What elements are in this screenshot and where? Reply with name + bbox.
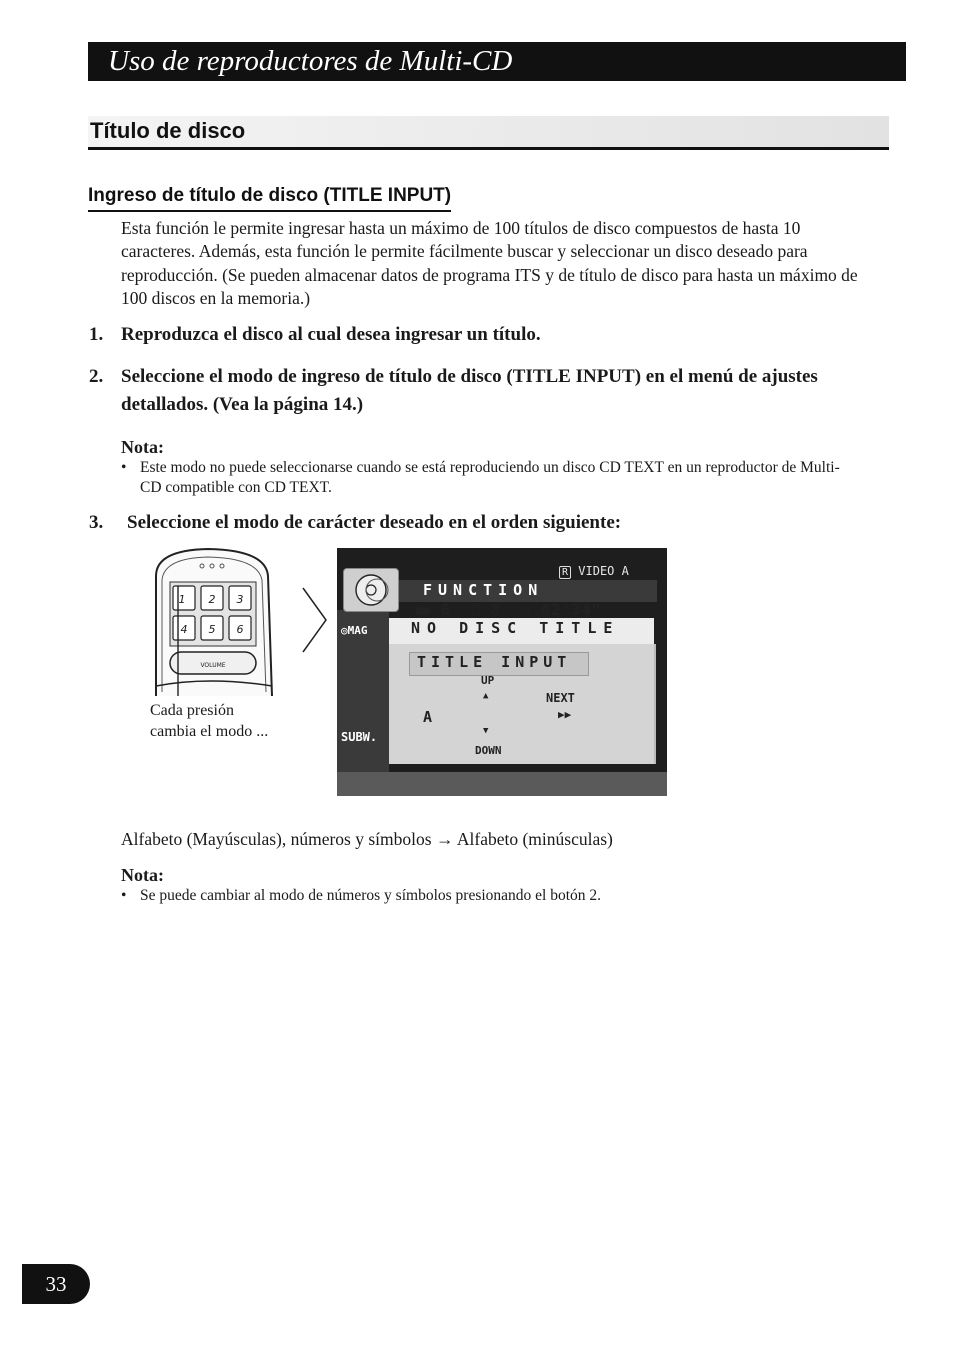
mag-icon: ◎	[341, 624, 348, 637]
sequence-right: Alfabeto (minúsculas)	[456, 829, 613, 849]
volume-label: VOLUME	[200, 662, 226, 669]
mode-title: TITLE INPUT	[417, 653, 572, 671]
caption-line-1: Cada presión	[150, 702, 234, 719]
note-bullet	[121, 886, 851, 906]
remote-drawing	[148, 546, 278, 696]
pointer-arrow-icon	[300, 585, 330, 655]
track-number: 8	[491, 601, 502, 619]
status-line	[415, 601, 601, 619]
time-display: 02'34"	[541, 601, 602, 619]
remote-key-4: 4	[180, 623, 188, 636]
step-3	[89, 509, 879, 537]
note-text: Se puede cambiar al modo de números y símbolos presionando el botón 2.	[140, 887, 602, 904]
mag-label: ◎MAG	[341, 624, 368, 637]
step-number: 1.	[89, 324, 104, 345]
step-number: 2.	[89, 366, 104, 387]
intro-paragraph: Esta función le permite ingresar hasta un máximo de 100 títulos de disco compuestos de hasta 10 caracteres. Además, esta función le permite fácilmente buscar y seleccionar un disco deseado para reproducción. (Se pueden almacenar datos de programa ITS y de título de disco para hasta un máximo de 100 discos en la memoria.)	[121, 218, 858, 309]
step-1	[89, 321, 879, 349]
caption-line-2: cambia el modo ...	[150, 723, 269, 740]
remote-key-5: 5	[208, 623, 216, 636]
music-note-icon: ♫	[471, 601, 482, 619]
note-text: Este modo no puede seleccionarse cuando se está reproduciendo un disco CD TEXT en un reproductor de Multi-CD compatible con CD TEXT.	[140, 459, 840, 496]
source-label: VIDEO A	[578, 564, 629, 578]
note-label: Nota:	[121, 437, 164, 457]
chapter-banner: Uso de reproductores de Multi-CD	[88, 42, 906, 81]
disc-number: 6	[441, 601, 452, 619]
remote-key-2: 2	[208, 593, 216, 606]
display-screen	[337, 548, 667, 796]
step-text: Seleccione el modo de ingreso de título de disco (TITLE INPUT) en el menú de ajustes detallados. (Vea la página 14.)	[121, 366, 818, 415]
note-bullet	[121, 458, 851, 498]
up-arrow-icon: ▲	[483, 691, 489, 701]
sequence-left: Alfabeto (Mayúsculas), números y símbolos	[121, 829, 432, 849]
bullet-dot: •	[121, 459, 127, 476]
current-char: A	[423, 708, 433, 726]
remote-key-1: 1	[178, 593, 186, 606]
step-text: Seleccione el modo de carácter deseado en el orden siguiente:	[127, 512, 622, 533]
character-mode-sequence	[121, 827, 613, 851]
down-label: DOWN	[475, 744, 502, 757]
function-label: FUNCTION	[423, 581, 544, 599]
step-text: Reproduzca el disco al cual desea ingresar un título.	[121, 324, 541, 345]
sequence-arrow-icon: →	[435, 829, 454, 849]
clock-icon: ◷	[521, 601, 532, 619]
remote-caption	[150, 700, 268, 742]
cd-icon	[343, 568, 399, 612]
page-number: 33	[22, 1264, 90, 1304]
step-number: 3.	[89, 512, 104, 533]
bullet-dot: •	[121, 887, 127, 904]
remote-key-3: 3	[236, 593, 244, 606]
disc-icon	[415, 607, 431, 615]
subsection-title: Ingreso de título de disco (TITLE INPUT)	[88, 183, 451, 212]
remote-key-6: 6	[236, 623, 244, 636]
next-arrow-icon: ▶▶	[558, 708, 572, 721]
remote-illustration	[148, 546, 278, 696]
down-arrow-icon: ▼	[483, 726, 489, 736]
section-title: Título de disco	[90, 118, 246, 143]
subwoofer-label: SUBW.	[341, 730, 378, 744]
note-label: Nota:	[121, 865, 164, 885]
source-badge: R	[559, 566, 571, 579]
next-label: NEXT	[546, 691, 575, 705]
disc-title: NO DISC TITLE	[411, 619, 620, 637]
step-2	[89, 363, 879, 419]
up-label: UP	[481, 674, 495, 687]
